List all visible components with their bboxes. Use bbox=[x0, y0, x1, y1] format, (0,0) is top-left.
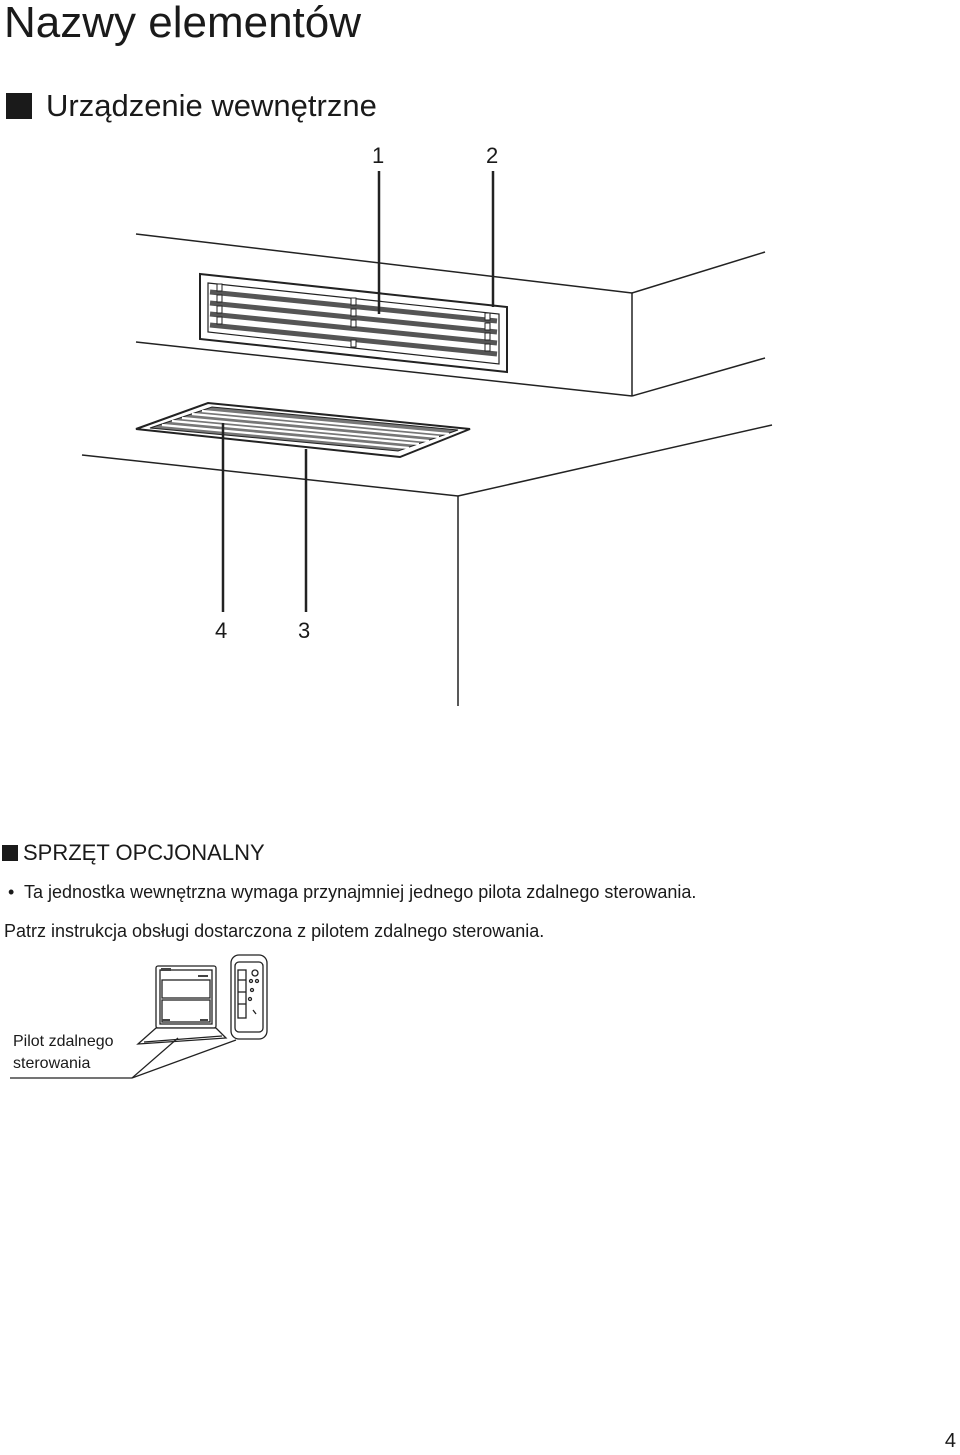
page-number: 4 bbox=[944, 1430, 956, 1452]
callout-number-1: 1 bbox=[372, 143, 385, 168]
section-heading-optional-equipment bbox=[2, 838, 265, 868]
bullet-text: Ta jednostka wewnętrzna wymaga przynajmniej jednego pilota zdalnego sterowania. bbox=[24, 882, 697, 902]
section-heading-text: SPRZĘT OPCJONALNY bbox=[23, 840, 265, 865]
bullet-dot-icon: • bbox=[8, 882, 15, 902]
wired-remote-controller-icon bbox=[138, 966, 226, 1044]
section-heading-text: Urządzenie wewnętrzne bbox=[46, 88, 377, 123]
ceiling-wall-line bbox=[82, 455, 458, 496]
supply-air-grille bbox=[200, 274, 507, 372]
ceiling-wall-line bbox=[458, 425, 772, 496]
callout-number-4: 4 bbox=[215, 618, 228, 643]
bulkhead-side-line bbox=[632, 358, 765, 396]
note-paragraph: Patrz instrukcja obsługi dostarczona z pilotem zdalnego sterowania. bbox=[4, 921, 545, 941]
bullet-item bbox=[8, 879, 696, 905]
callout-number-3: 3 bbox=[298, 618, 311, 643]
return-air-grille bbox=[136, 403, 470, 457]
ceiling-edge-line bbox=[632, 252, 765, 293]
wireless-remote-controller-icon bbox=[231, 955, 267, 1039]
remote-label-line2: sterowania bbox=[13, 1055, 91, 1072]
remote-controller-label bbox=[13, 1031, 114, 1075]
callout-number-2: 2 bbox=[486, 143, 499, 168]
square-bullet-icon bbox=[2, 845, 18, 861]
remote-label-line1: Pilot zdalnego bbox=[13, 1033, 114, 1050]
page-title: Nazwy elementów bbox=[4, 0, 362, 47]
